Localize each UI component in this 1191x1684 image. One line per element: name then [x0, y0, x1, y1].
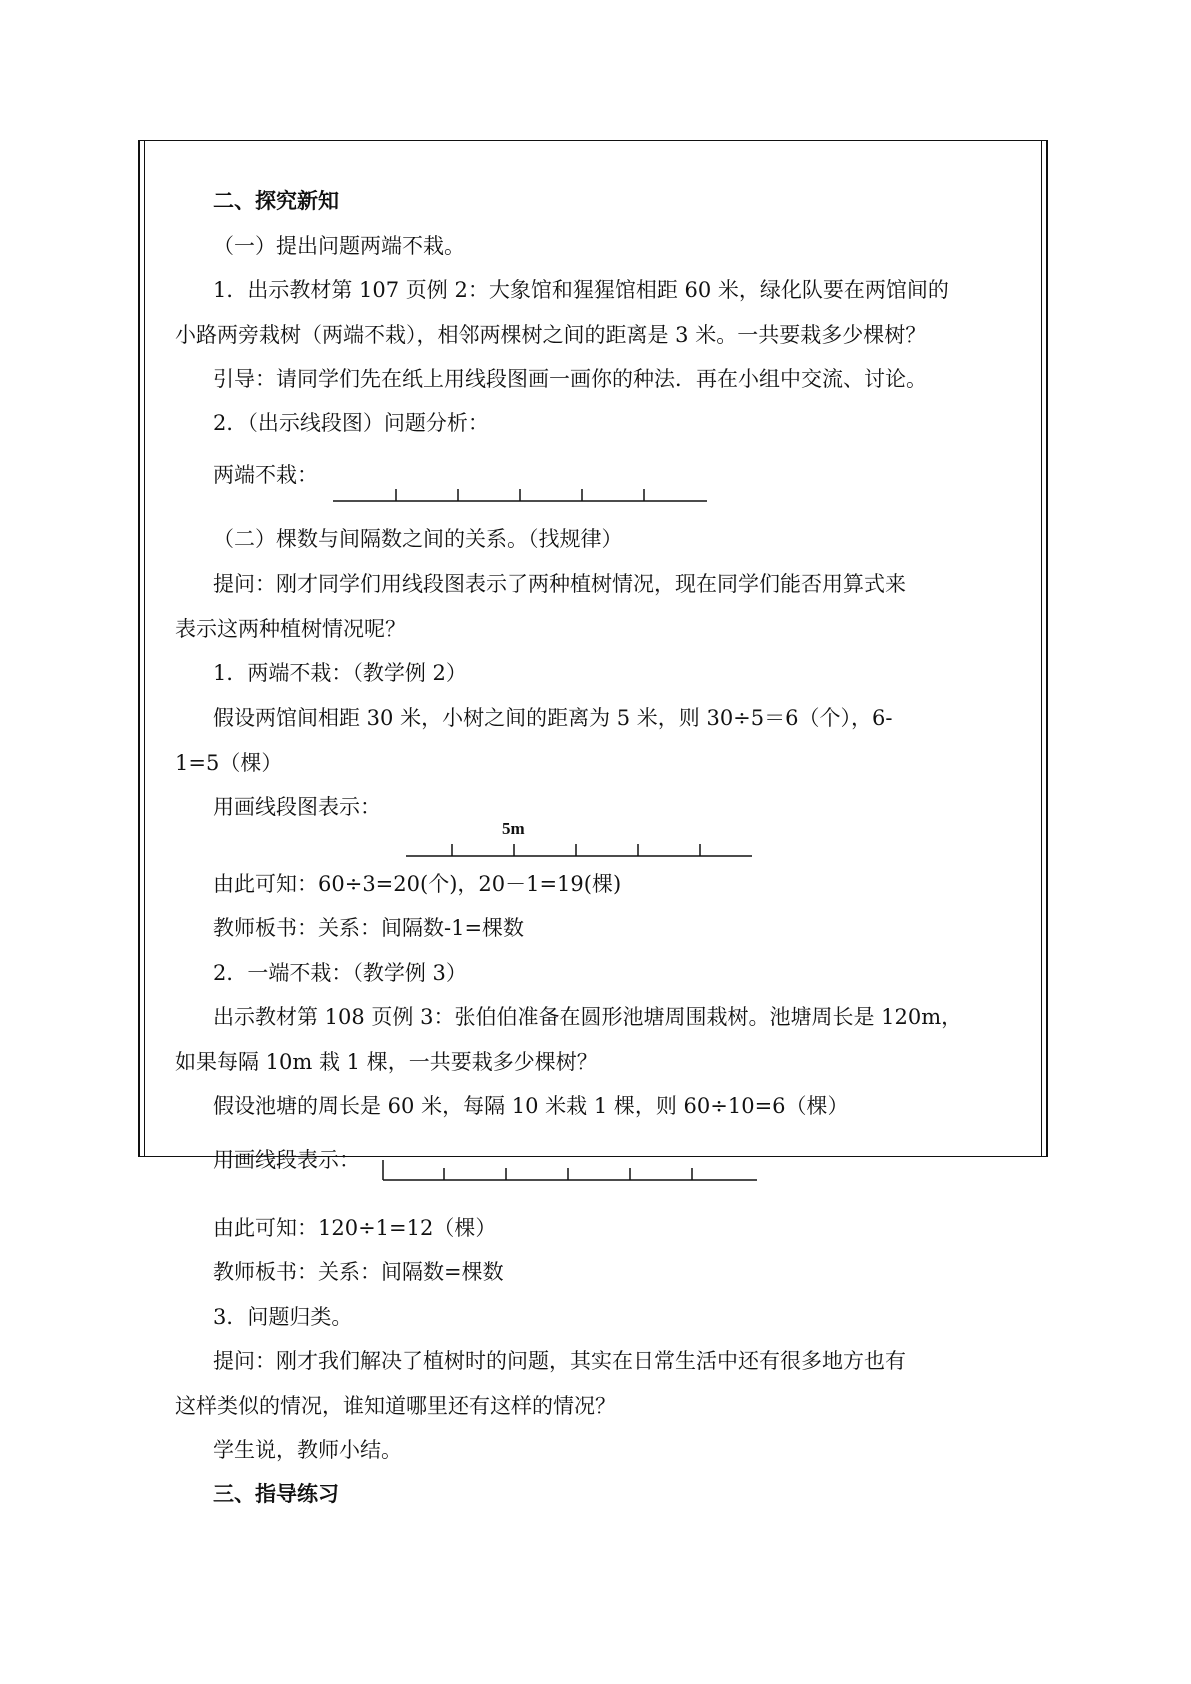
segment-diagram-both-ends: [330, 478, 710, 506]
analysis-title: 2．（出示线段图）问题分析：: [213, 411, 489, 435]
case-2-result: 由此可知：120÷1=12（棵）: [213, 1216, 497, 1240]
summary-text: 学生说，教师小结。: [213, 1438, 402, 1462]
case-2-assume: 假设池塘的周长是 60 米，每隔 10 米栽 1 棵，则 60÷10=6（棵）: [213, 1094, 849, 1118]
case-1-draw: 用画线段图表示：: [213, 795, 381, 819]
diagram1-label: 两端不栽：: [213, 463, 318, 487]
case-2-text-line-2: 如果每隔 10m 栽 1 棵，一共要栽多少棵树？: [175, 1050, 598, 1074]
section3-heading: 三、指导练习: [213, 1481, 339, 1506]
question-2-line-2: 这样类似的情况，谁知道哪里还有这样的情况？: [175, 1394, 616, 1418]
case-2-draw: 用画线段表示：: [213, 1148, 360, 1172]
guide-text: 引导：请同学们先在纸上用线段图画一画你的种法．再在小组中交流、讨论。: [213, 367, 927, 391]
section2-heading: 二、探究新知: [213, 188, 339, 213]
case-2-title: 2．一端不栽：（教学例 3）: [213, 961, 467, 985]
case-2-board: 教师板书：关系：间隔数=棵数: [213, 1260, 504, 1284]
segment-diagram-case-1: [404, 836, 754, 860]
case-1-board: 教师板书：关系：间隔数-1=棵数: [213, 916, 525, 940]
frame-border-left-inner: [144, 140, 145, 1157]
example-2-line-2: 小路两旁栽树（两端不栽），相邻两棵树之间的距离是 3 米。一共要栽多少棵树？: [175, 323, 927, 347]
sub-heading-1: （一）提出问题两端不栽。: [213, 234, 465, 258]
frame-border-left: [138, 140, 140, 1157]
question-1-line-1: 提问：刚才同学们用线段图表示了两种植树情况，现在同学们能否用算式来: [213, 572, 906, 596]
sub-heading-2: （二）棵数与间隔数之间的关系。（找规律）: [213, 527, 623, 551]
frame-border-top: [138, 140, 1048, 141]
frame-border-right-inner: [1041, 140, 1042, 1157]
example-2-line-1: 1．出示教材第 107 页例 2：大象馆和猩猩馆相距 60 米，绿化队要在两馆间的: [213, 278, 949, 302]
case-2-text-line-1: 出示教材第 108 页例 3：张伯伯准备在圆形池塘周围栽树。池塘周长是 120m，: [213, 1005, 963, 1029]
segment-length-label: 5m: [502, 819, 525, 838]
case-1-assume-line-2: 1=5（棵）: [175, 751, 283, 775]
question-2-line-1: 提问：刚才我们解决了植树时的问题，其实在日常生活中还有很多地方也有: [213, 1349, 906, 1373]
classify-title: 3．问题归类。: [213, 1305, 353, 1329]
case-1-result: 由此可知：60÷3=20(个)，20－1=19(棵): [213, 872, 622, 896]
question-1-line-2: 表示这两种植树情况呢？: [175, 617, 406, 641]
segment-diagram-case-2: [381, 1151, 759, 1185]
case-1-assume-line-1: 假设两馆间相距 30 米，小树之间的距离为 5 米，则 30÷5＝6（个），6-: [213, 706, 893, 730]
case-1-title: 1．两端不栽：（教学例 2）: [213, 661, 467, 685]
frame-border-right: [1046, 140, 1048, 1157]
